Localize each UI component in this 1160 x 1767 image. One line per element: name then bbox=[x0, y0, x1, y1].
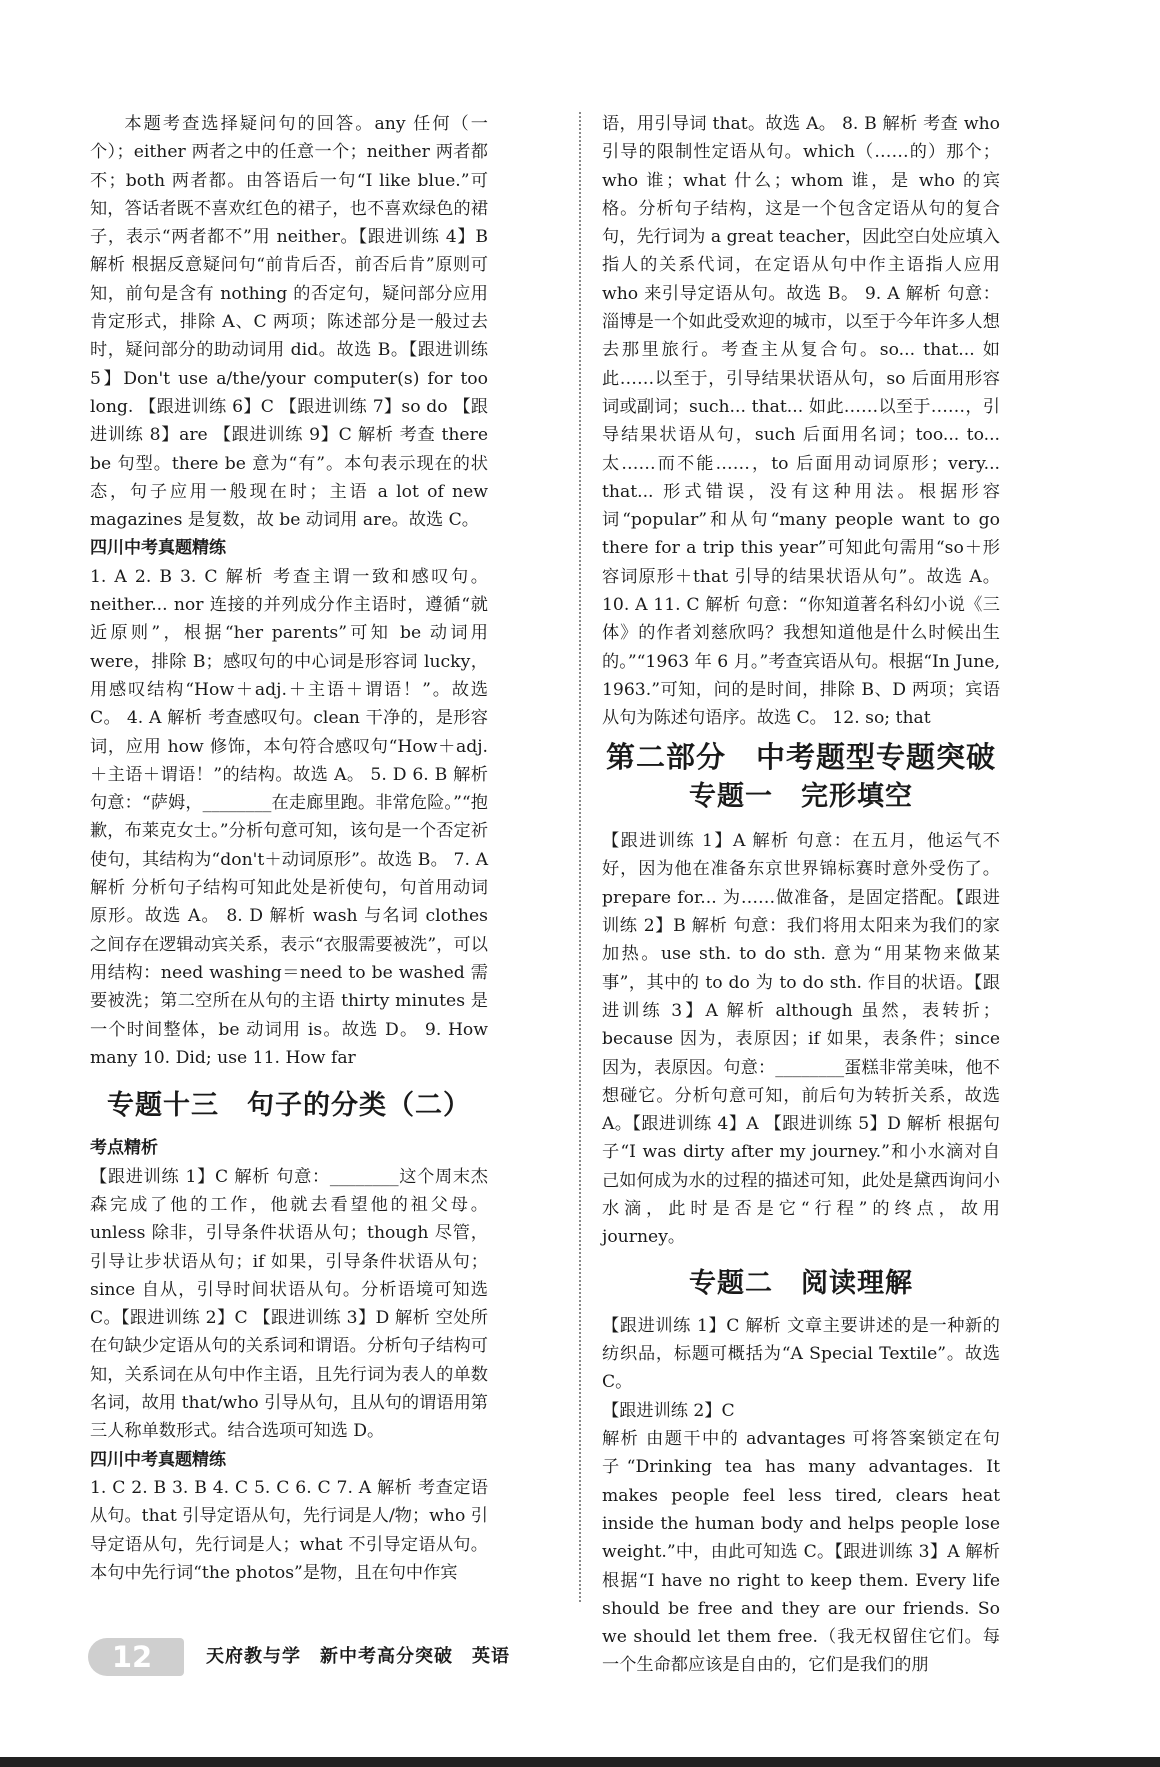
right-paragraph-3: 【跟进训练 1】C 解析 文章主要讲述的是一种新的纺织品，标题可概括为“A Special Textile”。故选 C。 bbox=[602, 1315, 1000, 1393]
right-column bbox=[602, 110, 1000, 1680]
left-column bbox=[90, 110, 488, 1587]
right-paragraph-2: 【跟进训练 1】A 解析 句意：在五月，他运气不好，因为他在准备东京世界锦标赛时意外受伤了。prepare for... 为……做准备，是固定搭配。【跟进训练 2】B 解析 句意：我们将用太阳来为我们的家加热。use sth. to do sth. 意为“用某物来做某事”，其中的 to do 为 to do sth. 作目的状语。【跟进训练 3】A 解析 although 虽然，表转折；because 因为，表原因；if 如果，表条件；since 因为，表原因。句意：________蛋糕非常美味，他不想碰它。分析句意可知，前后句为转折关系，故选 A。【跟进训练 4】A 【跟进训练 5】D 解析 根据句子“I was dirty after my journey.”和小水滴对自己如何成为水的过程的描述可知，此处是黛西询问小水滴，此时是否是它“行程”的终点，故用 journey。 bbox=[602, 831, 1000, 1248]
right-paragraph-1: 语，用引导词 that。故选 A。 8. B 解析 考查 who 引导的限制性定语从句。which（……的）那个；who 谁；what 什么；whom 谁，是 who 的宾格。分析句子结构，这是一个包含定语从句的复合句，先行词为 a great teacher，因此空白处应填入指人的关系代词，在定语从句中作主语指人应用 who 来引导定语从句。故选 B。 9. A 解析 句意：淄博是一个如此受欢迎的城市，以至于今年许多人想去那里旅行。考查主从复合句。so... that... 如此……以至于，引导结果状语从句，so 后面用形容词或副词；such... that... 如此……以至于……，引导结果状语从句，such 后面用名词；too... to... 太……而不能……，to 后面用动词原形；very... that... 形式错误，没有这种用法。根据形容词“popular”和从句“many people want to go there for a trip this year”可知此句需用“so＋形容词原形＋that 引导的结果状语从句”。故选 A。 10. A 11. C 解析 句意：“你知道著名科幻小说《三体》的作者刘慈欣吗？我想知道他是什么时候出生的。”“1963 年 6 月。”考查宾语从句。根据“In June, 1963.”可知，问的是时间，排除 B、D 两项；宾语从句为陈述句语序。故选 C。 12. so; that bbox=[602, 114, 1000, 729]
column-divider bbox=[579, 112, 581, 1602]
book-title: 天府教与学 新中考高分突破 英语 bbox=[206, 1646, 510, 1667]
part-two-title: 第二部分 中考题型专题突破 bbox=[605, 739, 996, 774]
bottom-edge-bar bbox=[0, 1757, 1160, 1767]
left-heading-sichuan-practice: 四川中考真题精练 bbox=[90, 538, 226, 559]
left-paragraph-1: 本题考查选择疑问句的回答。any 任何（一个）；either 两者之中的任意一个；neither 两者都不；both 两者都。由答语后一句“I like blue.”可知，答话者既不喜欢红色的裙子，也不喜欢绿色的裙子，表示“两者都不”用 neither。【跟进训练 4】B 解析 根据反意疑问句“前肯后否，前否后肯”原则可知，前句是含有 nothing 的否定句，疑问部分应用肯定形式，排除 A、C 两项；陈述部分是一般过去时，疑问部分的助动词用 did。故选 B。【跟进训练 5】Don't use a/the/your computer(s) for too long. 【跟进训练 6】C 【跟进训练 7】so do 【跟进训练 8】are 【跟进训练 9】C 解析 考查 there be 句型。there be 意为“有”。本句表示现在的状态，句子应用一般现在时；主语 a lot of new magazines 是复数，故 be 动词用 are。故选 C。 bbox=[90, 114, 488, 531]
section-title-cloze: 专题一 完形填空 bbox=[689, 780, 913, 812]
page-footer bbox=[88, 1638, 548, 1676]
left-heading-key-points: 考点精析 bbox=[90, 1138, 158, 1159]
left-paragraph-2: 1. A 2. B 3. C 解析 考查主谓一致和感叹句。neither... nor 连接的并列成分作主语时，遵循“就近原则”，根据“her parents”可知 be 动词用 were，排除 B；感叹句的中心词是形容词 lucky，用感叹结构“How＋adj.＋主语＋谓语！”。故选 C。 4. A 解析 考查感叹句。clean 干净的，是形容词，应用 how 修饰，本句符合感叹句“How＋adj.＋主语＋谓语！”的结构。故选 A。 5. D 6. B 解析 句意：“萨姆，________在走廊里跑。非常危险。”“抱歉，布莱克女士。”分析句意可知，该句是一个否定祈使句，其结构为“don't＋动词原形”。故选 B。 7. A 解析 分析句子结构可知此处是祈使句，句首用动词原形。故选 A。 8. D 解析 wash 与名词 clothes 之间存在逻辑动宾关系，表示“衣服需要被洗”，可以用结构：need washing＝need to be washed 需要被洗；第二空所在从句的主语 thirty minutes 是一个时间整体，be 动词用 is。故选 D。 9. How many 10. Did; use 11. How far bbox=[90, 566, 488, 1068]
page-number-tab bbox=[88, 1638, 184, 1676]
section-title-topic-13: 专题十三 句子的分类（二） bbox=[107, 1090, 471, 1122]
left-paragraph-3: 【跟进训练 1】C 解析 句意：________这个周末杰森完成了他的工作，他就去看望他的祖父母。unless 除非，引导条件状语从句；though 尽管，引导让步状语从句；if 如果，引导条件状语从句；since 自从，引导时间状语从句。分析语境可知选 C。【跟进训练 2】C 【跟进训练 3】D 解析 空处所在句缺少定语从句的关系词和谓语。分析句子结构可知，关系词在从句中作主语，且先行词为表人的单数名词，故用 that/who 引导从句，且从句的谓语用第三人称单数形式。结合选项可知选 D。 bbox=[90, 1166, 488, 1442]
left-paragraph-4: 1. C 2. B 3. B 4. C 5. C 6. C 7. A 解析 考查定语从句。that 引导定语从句，先行词是人/物；who 引导定语从句，先行词是人；what 不引导定语从句。本句中先行词“the photos”是物，且在句中作宾 bbox=[90, 1477, 488, 1583]
left-heading-sichuan-practice-2: 四川中考真题精练 bbox=[90, 1449, 226, 1470]
right-paragraph-5: 解析 由题干中的 advantages 可将答案锁定在句子“Drinking tea has many advantages. It makes people feel less tired, clears heat inside the human body and helps people lose weight.”中，由此可知选 C。【跟进训练 3】A 解析 根据“I have no right to keep them. Every life should be free and they are our friends. So we should let them free.（我无权留住它们。每一个生命都应该是自由的，它们是我们的朋 bbox=[602, 1429, 1000, 1676]
section-title-reading: 专题二 阅读理解 bbox=[689, 1267, 913, 1299]
page-number: 12 bbox=[111, 1640, 153, 1674]
right-paragraph-4: 【跟进训练 2】C bbox=[602, 1400, 735, 1421]
